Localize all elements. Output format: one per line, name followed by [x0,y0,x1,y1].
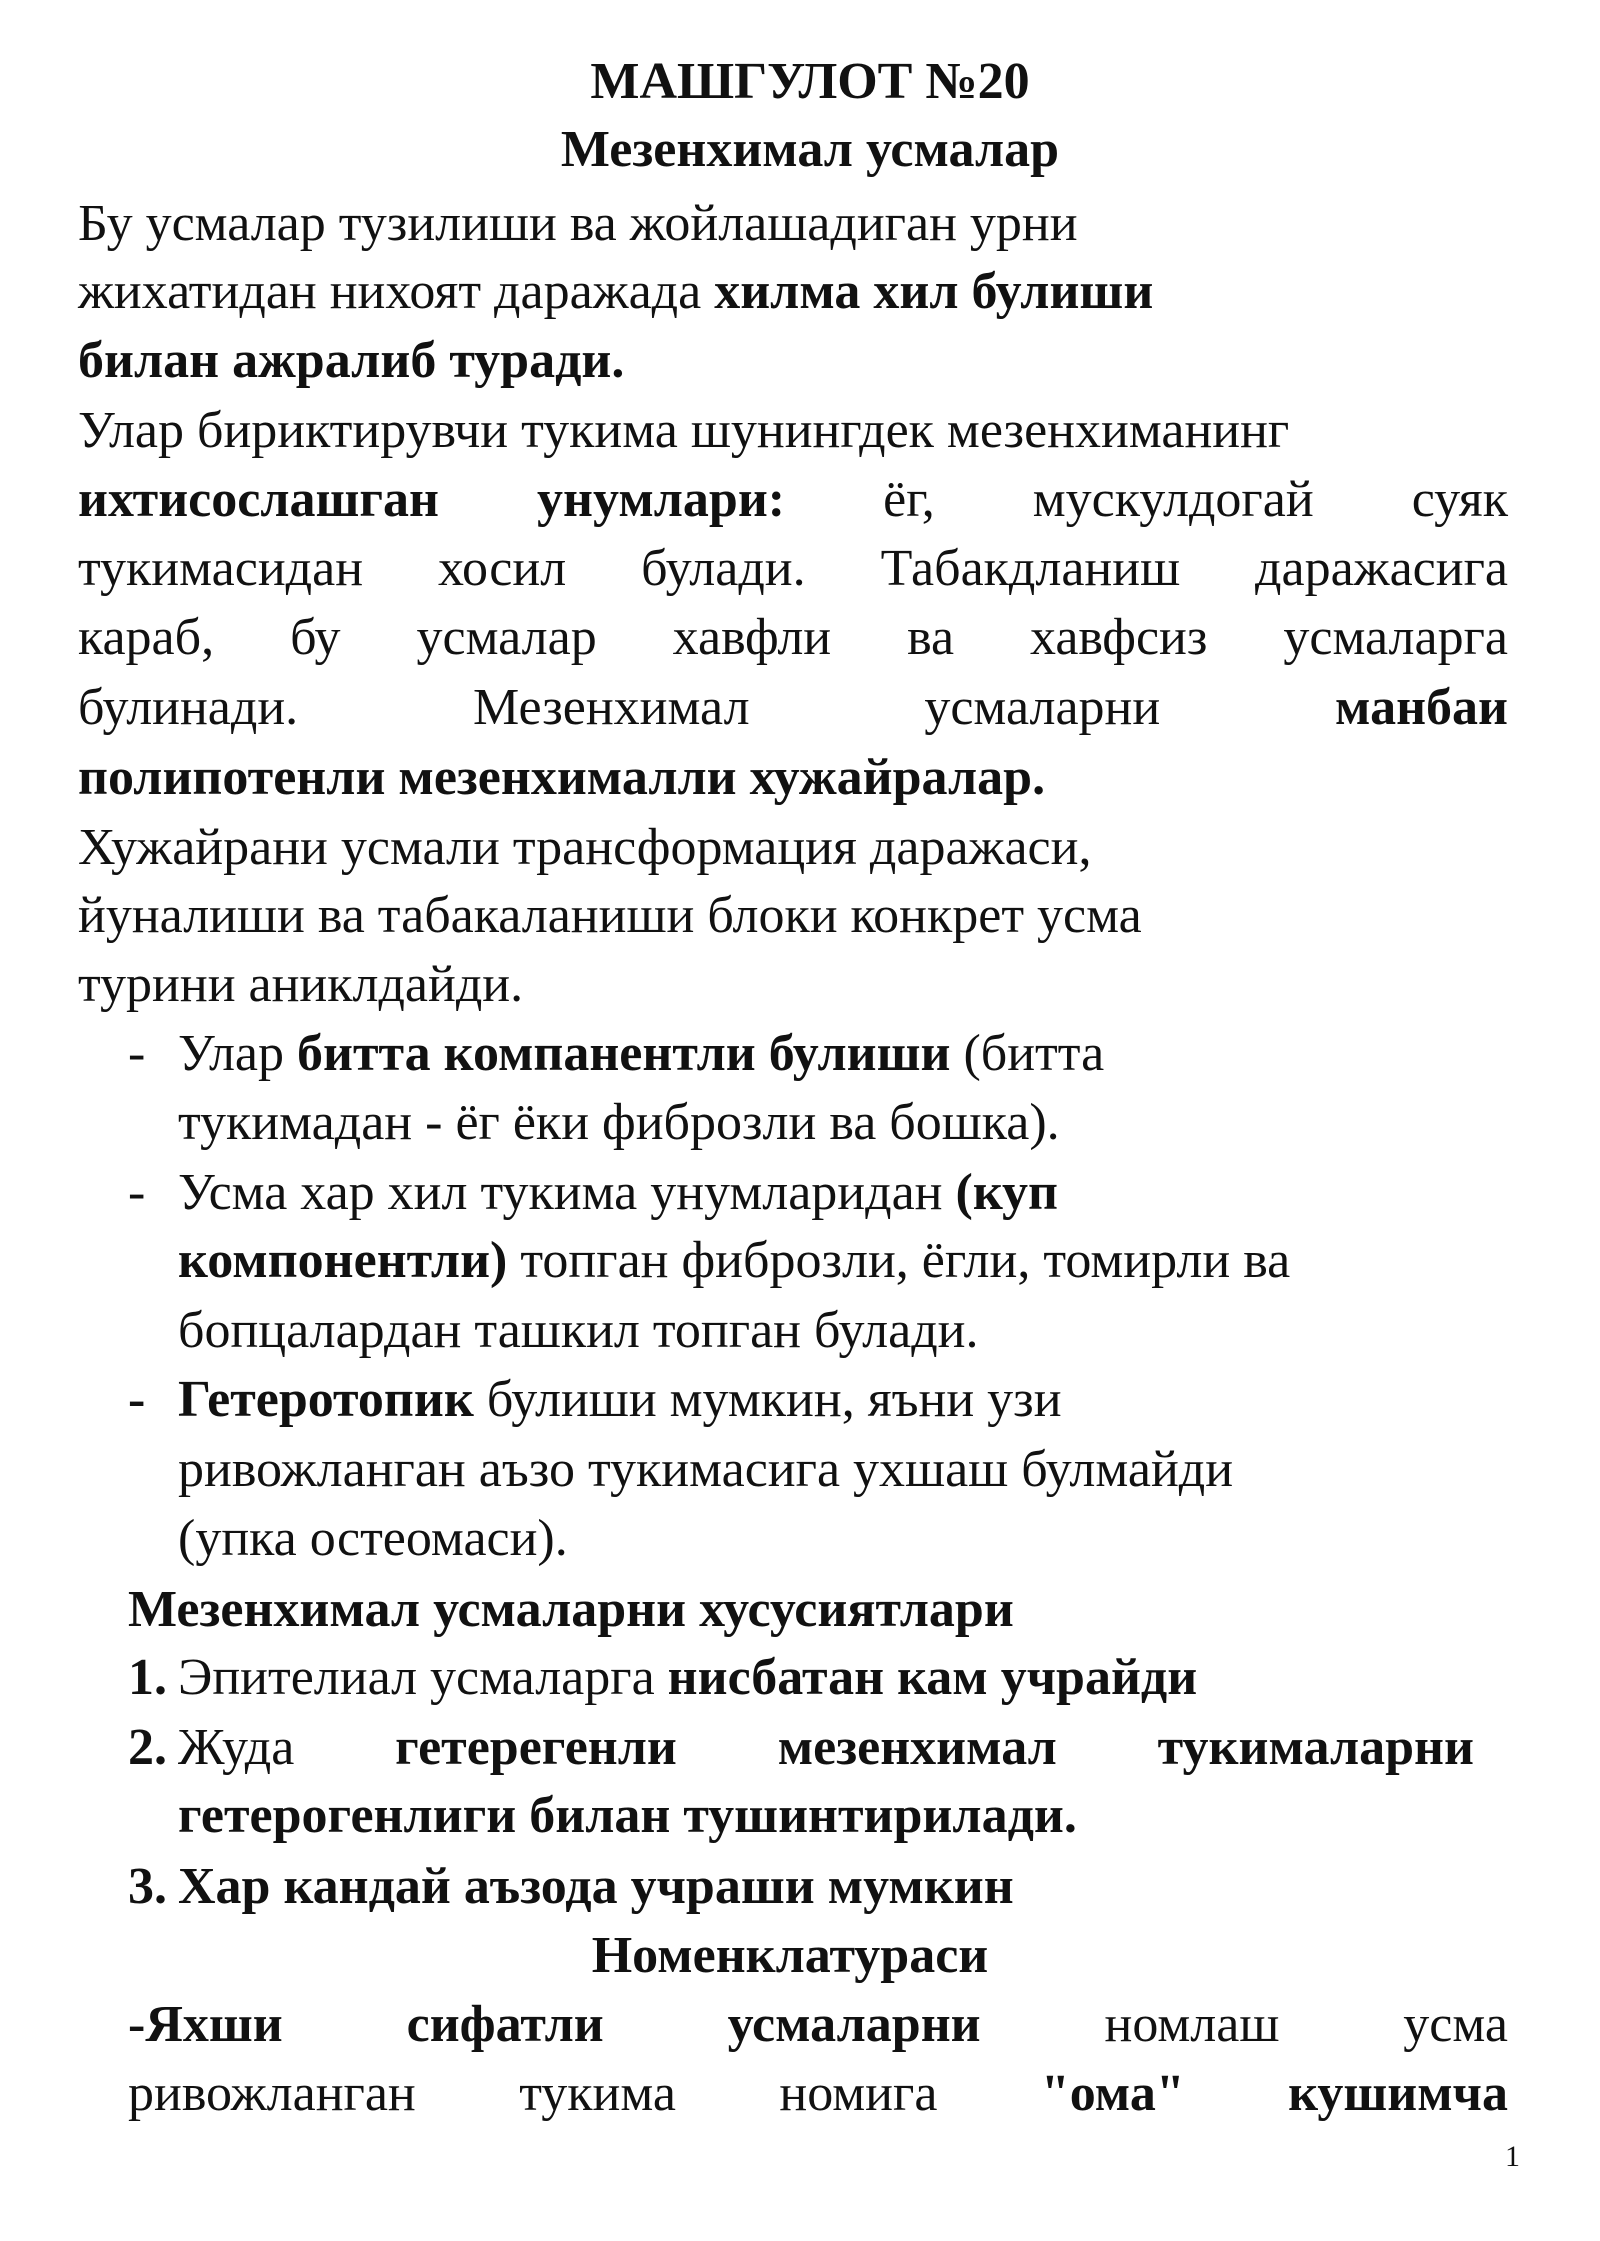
feature-2-line-2: гетерогенлиги билан тушинтирилади. [178,1787,1077,1844]
bullet-dash: - [128,1371,146,1428]
nomenclature-heading: Номенклатураси [591,1927,989,1984]
text-run: Жуда [178,1719,396,1776]
nomenclature-line-2 [128,2064,1508,2124]
bullet-3-line-1 [178,1370,1062,1430]
bullet-2-line-2 [178,1231,1290,1291]
page-title: МАШГУЛОТ №20 [590,53,1030,110]
emphasis-text: компонентли) [178,1232,508,1289]
feature-2-line-1 [178,1718,1474,1778]
text-run: ёг, мускулдогай суяк [785,471,1508,528]
bullet-3-line-3: (упка остеомаси). [178,1510,568,1567]
bullet-2-line-1 [178,1163,1058,1223]
paragraph-2-line-6: полипотенли мезенхималли хужайралар. [78,749,1046,806]
bullet-1-line-2: тукимадан - ёг ёки фиброзли ва бошка). [178,1094,1060,1151]
text-run: булиши мумкин, яъни узи [473,1371,1062,1428]
paragraph-2-line-3: тукимасидан хосил булади. Табакдланиш даражасига [78,540,1508,597]
page-number: 1 [1505,2140,1520,2173]
bullet-3-line-2: ривожланган аъзо тукимасига ухшаш булмайди [178,1441,1234,1498]
paragraph-1-line-1: Бу усмалар тузилиши ва жойлашадиган урни [78,195,1078,252]
bullet-dash: - [128,1164,146,1221]
text-run: Усма хар хил тукима унумларидан [178,1164,956,1221]
nomenclature-line-1 [128,1995,1508,2055]
emphasis-text: Гетеротопик [178,1371,474,1428]
list-number: 2. [128,1719,167,1776]
emphasis-text: битта компанентли булиши [296,1025,951,1082]
list-number: 3. [128,1858,167,1915]
emphasis-text: манбаи [1335,679,1508,736]
text-run: Улар [178,1025,297,1082]
text-run: (битта [950,1025,1105,1082]
paragraph-3-line-1: Хужайрани усмали трансформация даражаси, [78,819,1092,876]
text-run: булинади. Мезенхимал усмаларни [78,679,1335,736]
paragraph-2-line-4: караб, бу усмалар хавфли ва хавфсиз усмаларга [78,609,1508,666]
emphasis-text: гетерегенли мезенхимал тукималарни [395,1719,1474,1776]
text-run: жихатидан нихоят даражада [78,263,715,320]
text-run: Эпителиал усмаларга [178,1649,668,1706]
emphasis-text: (куп [955,1164,1059,1221]
text-run: топган фиброзли, ёгли, томирли ва [507,1232,1291,1289]
emphasis-text: ихтисослашган унумлари: [78,471,786,528]
emphasis-text: "ома" кушимча [1040,2065,1508,2122]
features-heading: Мезенхимал усмаларни хусусиятлари [128,1581,1014,1638]
paragraph-3-line-3: турини аниклдайди. [78,956,524,1013]
paragraph-1-line-3: билан ажралиб туради. [78,332,625,389]
bullet-1-line-1 [178,1024,1104,1084]
text-run: номлаш усма [980,1996,1508,2053]
feature-1 [178,1648,1197,1708]
page-subtitle: Мезенхимал усмалар [560,121,1060,178]
paragraph-1-line-2 [78,262,1153,322]
paragraph-2-line-5 [78,678,1508,738]
feature-3: Хар кандай аъзода учраши мумкин [178,1858,1014,1915]
emphasis-text: -Яхши сифатли усмаларни [128,1996,981,2053]
paragraph-2-line-1: Улар бириктирувчи тукима шунингдек мезенхиманинг [78,402,1290,459]
paragraph-3-line-2: йуналиши ва табакаланиши блоки конкрет усма [78,887,1142,944]
bullet-2-line-3: бопцалардан ташкил топган булади. [178,1302,979,1359]
emphasis-text: хилма хил булиши [714,263,1154,320]
paragraph-2-line-2 [78,470,1508,530]
text-run: ривожланган тукима номига [128,2065,1041,2122]
bullet-dash: - [128,1025,146,1082]
list-number: 1. [128,1649,167,1706]
emphasis-text: нисбатан кам учрайди [667,1649,1198,1706]
